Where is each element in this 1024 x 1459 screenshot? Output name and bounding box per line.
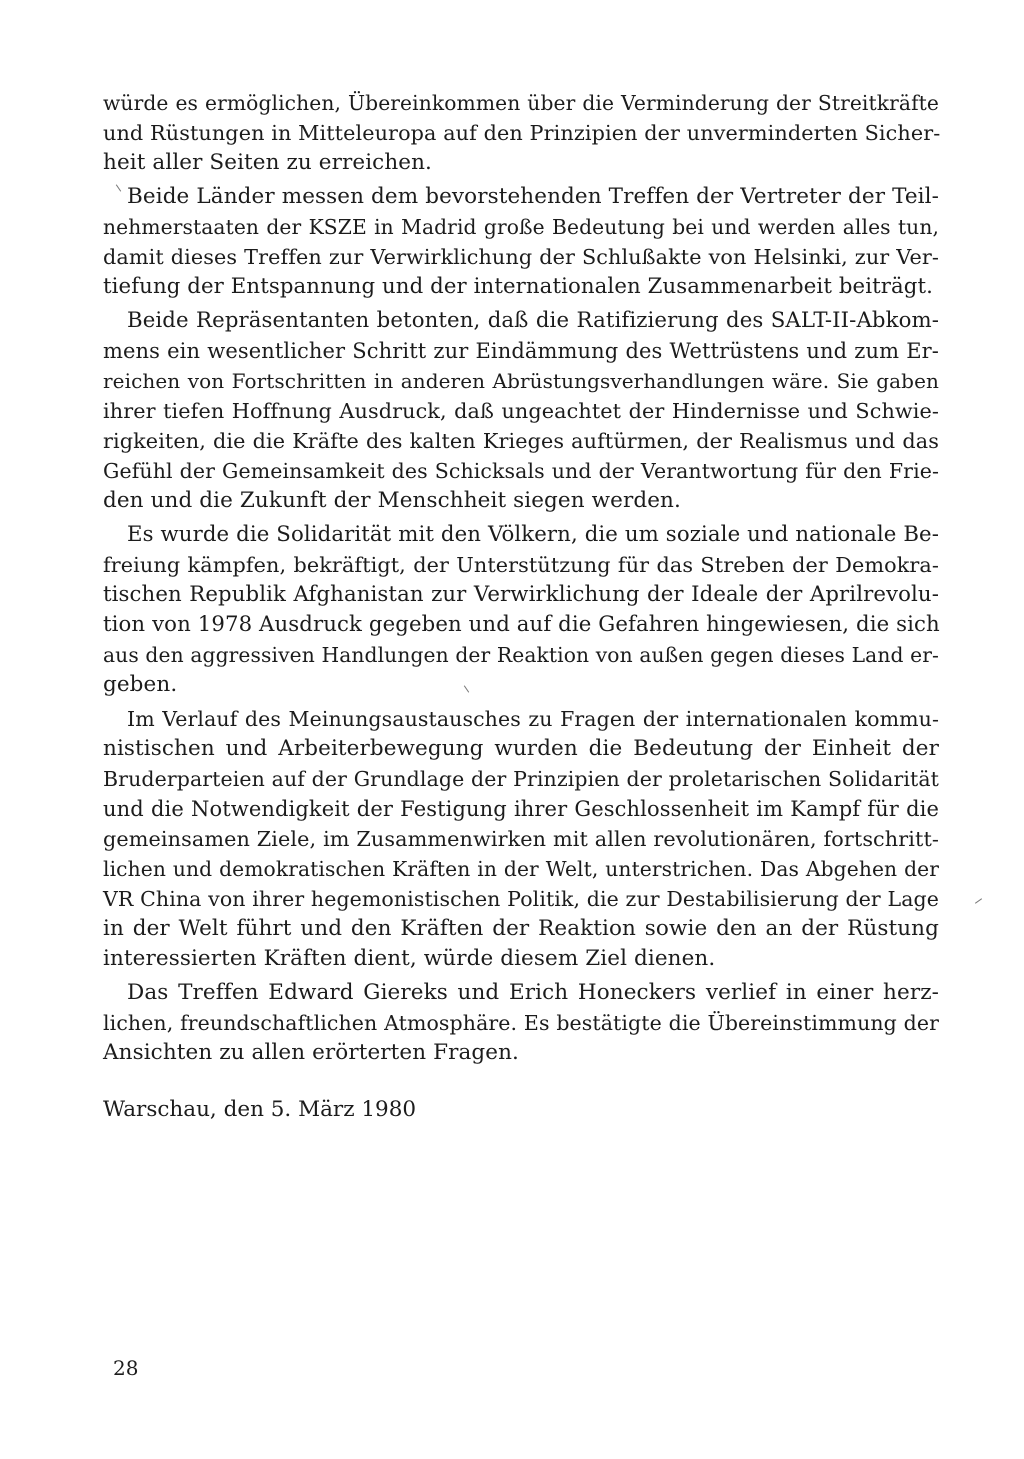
text-line: Gefühl der Gemeinsamkeit des Schicksals und der Verantwortung für den Frie- xyxy=(103,459,939,483)
text-line: Beide Länder messen dem bevorstehenden Treffen der Vertreter der Teil- xyxy=(127,184,939,209)
dateline: Warschau, den 5. März 1980 xyxy=(103,1097,417,1122)
text-line: aus den aggressiven Handlungen der Reaktion von außen gegen dieses Land er- xyxy=(103,643,939,667)
page-number: 28 xyxy=(113,1356,139,1380)
text-line: Bruderparteien auf der Grundlage der Prinzipien der proletarischen Solidarität xyxy=(103,767,939,791)
text-line: VR China von ihrer hegemonistischen Politik, die zur Destabilisierung der Lage xyxy=(103,887,939,911)
text-line: Im Verlauf des Meinungsaustausches zu Fragen der internationalen kommu- xyxy=(127,707,939,731)
text-line: mens ein wesentlicher Schritt zur Eindämmung des Wettrüstens und zum Er- xyxy=(103,339,939,363)
text-line: nistischen und Arbeiterbewegung wurden die Bedeutung der Einheit der xyxy=(103,736,939,761)
text-line: den und die Zukunft der Menschheit siegen werden. xyxy=(103,488,681,513)
text-line: interessierten Kräften dient, würde diesem Ziel dienen. xyxy=(103,946,716,971)
text-line: Es wurde die Solidarität mit den Völkern, die um soziale und nationale Be- xyxy=(127,522,939,547)
text-line: Das Treffen Edward Giereks und Erich Honeckers verlief in einer herz- xyxy=(127,980,939,1005)
text-line: damit dieses Treffen zur Verwirklichung der Schlußakte von Helsinki, zur Ver- xyxy=(103,245,939,269)
text-line: lichen, freundschaftlichen Atmosphäre. Es bestätigte die Übereinstimmung der xyxy=(103,1011,939,1035)
text-line: und die Notwendigkeit der Festigung ihrer Geschlossenheit im Kampf für die xyxy=(103,797,939,821)
text-line: Beide Repräsentanten betonten, daß die Ratifizierung des SALT-II-Abkom- xyxy=(127,308,939,333)
text-line: und Rüstungen in Mitteleuropa auf den Prinzipien der unverminderten Sicher- xyxy=(103,121,941,145)
text-line: tion von 1978 Ausdruck gegeben und auf die Gefahren hingewiesen, die sich xyxy=(103,612,940,637)
text-line: freiung kämpfen, bekräftigt, der Unterstützung für das Streben der Demokra- xyxy=(103,553,939,577)
text-line: tischen Republik Afghanistan zur Verwirklichung der Ideale der Aprilrevolu- xyxy=(103,582,939,607)
text-line: lichen und demokratischen Kräften in der Welt, unterstrichen. Das Abgehen der xyxy=(103,857,939,881)
text-line: rigkeiten, die die Kräfte des kalten Krieges auftürmen, der Realismus und das xyxy=(103,429,939,453)
text-line: in der Welt führt und den Kräften der Reaktion sowie den an der Rüstung xyxy=(103,916,939,941)
text-line: ihrer tiefen Hoffnung Ausdruck, daß ungeachtet der Hindernisse und Schwie- xyxy=(103,399,939,423)
text-line: gemeinsamen Ziele, im Zusammenwirken mit allen revolutionären, fortschritt- xyxy=(103,827,939,851)
text-line: würde es ermöglichen, Übereinkommen über die Verminderung der Streitkräfte xyxy=(103,91,939,115)
text-line: geben. xyxy=(103,672,178,697)
text-line: reichen von Fortschritten in anderen Abrüstungsverhandlungen wäre. Sie gaben xyxy=(103,369,939,393)
text-line: Ansichten zu allen erörterten Fragen. xyxy=(103,1040,519,1065)
text-line: tiefung der Entspannung und der internationalen Zusammenarbeit beiträgt. xyxy=(103,274,933,299)
text-line: nehmerstaaten der KSZE in Madrid große Bedeutung bei und werden alles tun, xyxy=(103,215,939,239)
scan-speck xyxy=(975,898,982,903)
text-line: heit aller Seiten zu erreichen. xyxy=(103,150,432,175)
